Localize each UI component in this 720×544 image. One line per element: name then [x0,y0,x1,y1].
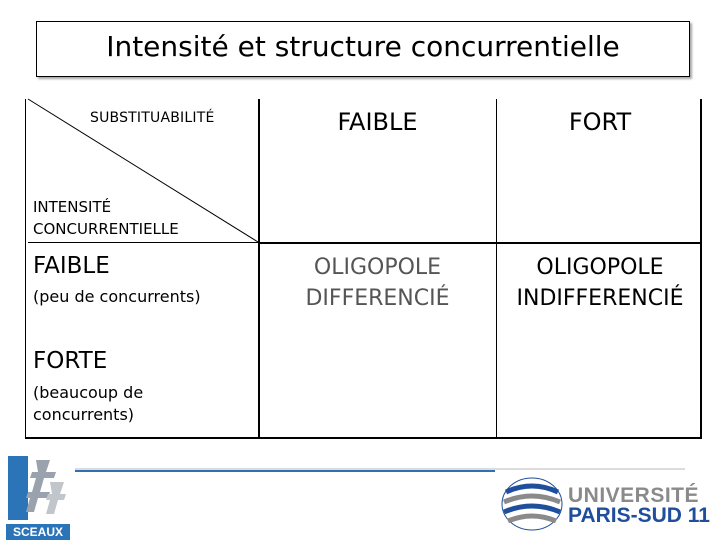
footer-divider-accent [75,470,495,472]
universite-logo-line1: UNIVERSITÉ [568,484,700,507]
universite-logo-emblem [500,474,564,534]
universite-logo [500,474,715,534]
cell-oligopole-differencie [270,252,485,314]
cell-line2: INDIFFERENCIÉ [516,286,684,311]
column-header-fort: FORT [568,108,632,136]
sceaux-logo-text: SCEAUX [12,525,63,539]
corner-bottom-line1: INTENSITÉ [33,198,112,216]
slide-title: Intensité et structure concurrentielle [106,30,620,63]
row-subheader-faible: (peu de concurrents) [33,287,201,306]
row-subheader-forte-line2: concurrents) [33,405,135,424]
corner-top-label: SUBSTITUABILITÉ [90,110,215,126]
row-header-forte: FORTE [33,348,108,374]
row-subheader-forte-line1: (beaucoup de [33,383,144,402]
column-header-faible: FAIBLE [337,108,418,136]
universite-logo-line2: PARIS-SUD 11 [568,504,710,527]
corner-bottom-line2: CONCURRENTIELLE [33,220,179,238]
sceaux-logo [6,452,70,540]
cell-oligopole-indifferencie [500,252,700,314]
corner-bottom-label [33,196,179,240]
cell-line1: OLIGOPOLE [536,255,664,280]
cell-line2: DIFFERENCIÉ [305,286,450,311]
cell-line1: OLIGOPOLE [313,255,442,280]
row-header-faible: FAIBLE [33,253,110,279]
